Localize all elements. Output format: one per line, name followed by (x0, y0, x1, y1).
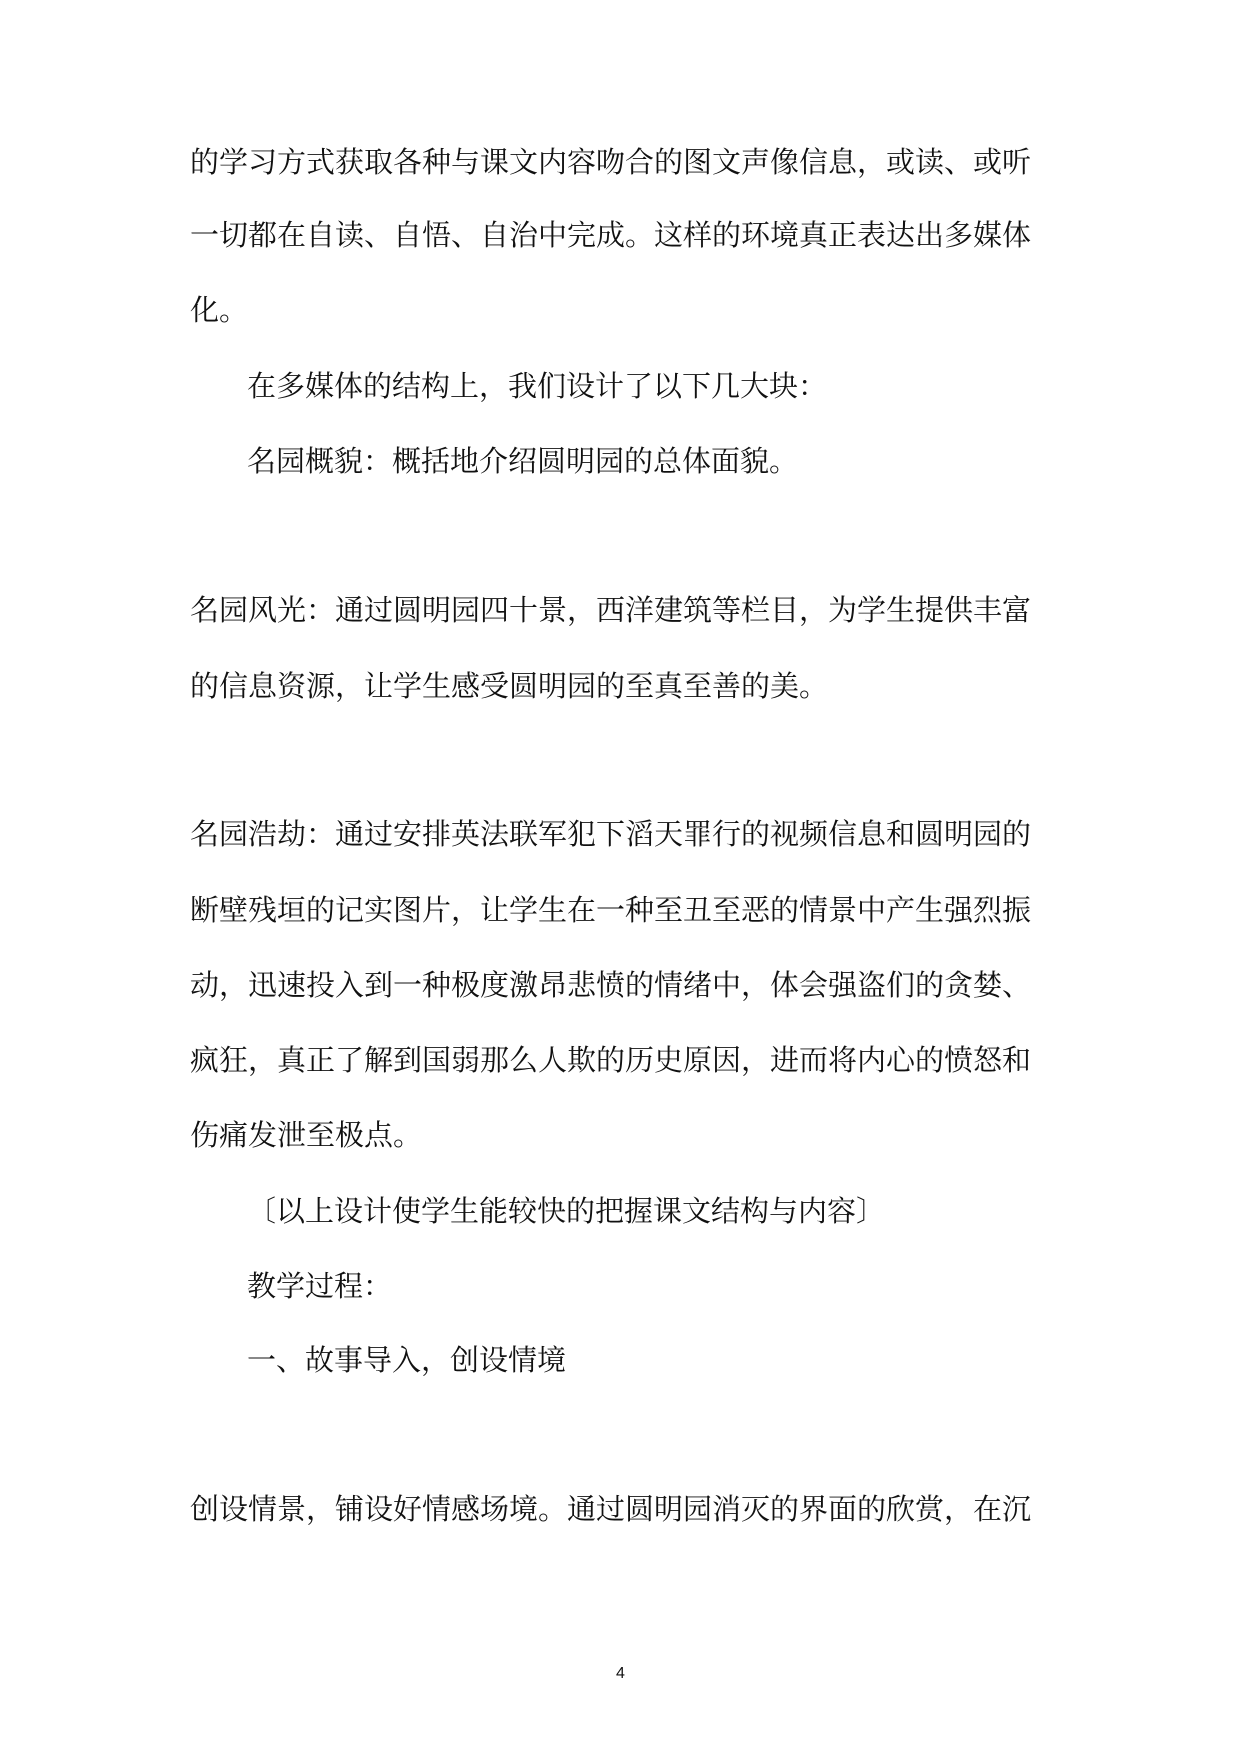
paragraph-line: 名园概貌：概括地介绍圆明园的总体面貌。 (247, 444, 799, 478)
paragraph-line: 在多媒体的结构上，我们设计了以下几大块： (247, 369, 828, 403)
paragraph-line: 名园浩劫：通过安排英法联军犯下滔天罪行的视频信息和圆明园的 (190, 817, 1032, 851)
paragraph-line: 断壁残垣的记实图片，让学生在一种至丑至恶的情景中产生强烈振 (190, 893, 1032, 927)
paragraph-line: 化。 (190, 293, 249, 327)
paragraph-line: 〔以上设计使学生能较快的把握课文结构与内容〕 (247, 1194, 886, 1228)
paragraph-line: 伤痛发泄至极点。 (190, 1118, 423, 1152)
paragraph-line: 的学习方式获取各种与课文内容吻合的图文声像信息，或读、或听 (190, 145, 1032, 179)
paragraph-line: 的信息资源，让学生感受圆明园的至真至善的美。 (190, 669, 829, 703)
paragraph-line: 一切都在自读、自悟、自治中完成。这样的环境真正表达出多媒体 (190, 218, 1032, 252)
paragraph-line: 一、故事导入，创设情境 (247, 1343, 567, 1377)
paragraph-line: 疯狂，真正了解到国弱那么人欺的历史原因，进而将内心的愤怒和 (190, 1043, 1032, 1077)
paragraph-line: 名园风光：通过圆明园四十景，西洋建筑等栏目，为学生提供丰富 (190, 593, 1032, 627)
page-number: 4 (616, 1665, 625, 1682)
paragraph-line: 教学过程： (247, 1269, 393, 1303)
paragraph-line: 创设情景，铺设好情感场境。通过圆明园消灭的界面的欣赏，在沉 (190, 1492, 1032, 1526)
paragraph-line: 动，迅速投入到一种极度激昂悲愤的情绪中，体会强盗们的贪婪、 (190, 968, 1032, 1002)
